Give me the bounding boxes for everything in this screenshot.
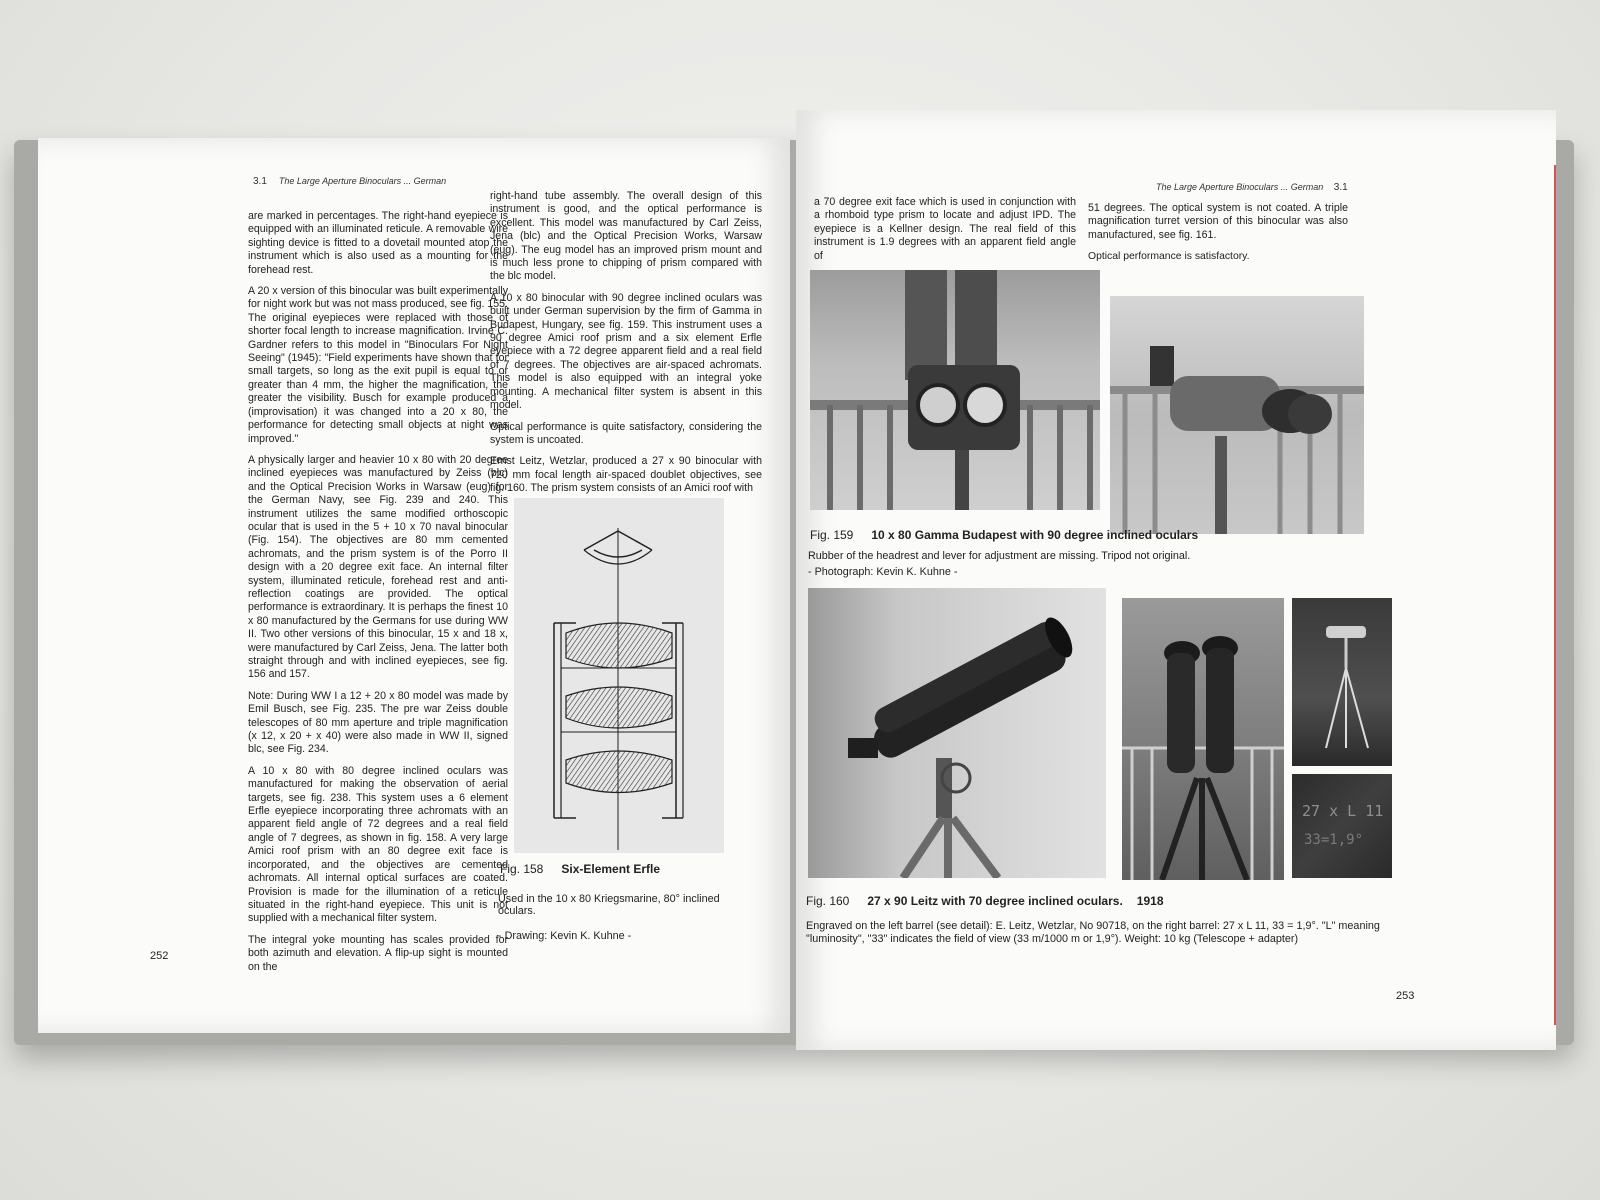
left-page [38,138,790,1033]
erfle-diagram-svg [514,498,724,853]
fig159-description: Rubber of the headrest and lever for adjustment are missing. Tripod not original. [808,550,1191,562]
right-text-column-2 [1088,202,1348,272]
binocular-side-image [1110,296,1364,534]
header-section-number: 3.1 [1333,182,1348,193]
fig158-credit: - Drawing: Kevin K. Kuhne - [498,930,632,942]
engraving-line-2: 33=1,9° [1304,832,1364,848]
paragraph: Optical performance is satisfactory. [1088,251,1250,263]
fig160-caption [806,894,1164,908]
paragraph: Note: During WW I a 12 + 20 x 80 model was made by Emil Busch, see Fig. 235. The pre war Zeiss double telescopes of 80 mm aperture and triple magnification (x 12, x 20 + x 40) were also made in WW II, signed blc, see Fig. 234. [248,689,508,756]
right-running-header [1156,182,1360,193]
paragraph: A 10 x 80 binocular with 90 degree inclined oculars was built under German supervision by the firm of Gamma in Budapest, Hungary, see fig. 159. This instrument uses a 90 degree Amici roof prism and a six element Erfle eyepiece with a 72 degree apparent field and a real field of 7 degrees. The objectives are air-spaced achromats. This model is also equipped with an integral yoke mounting. A mechanical filter system is absent in this model. [490,291,762,412]
header-title: The Large Aperture Binoculars ... German [1156,182,1324,192]
fig159-photo-front [810,270,1100,510]
right-page-number: 253 [1396,990,1415,1002]
paragraph: 51 degrees. The optical system is not coated. A triple magnification turret version of this binocular was also manufactured, see fig. 161. [1088,202,1348,241]
paragraph: A 20 x version of this binocular was built experimentally for night work but was not mass produced, see fig. 155. The original eyepieces were replaced with those of shorter focal length to increase magnification. Irvine C. Gardner refers to this model in "Binoculars For Night Seeing" (1945): "Field experiments have shown that for small targets, so long as the exit pupil is equal to or greater than 4 mm, the higher the magnification, the greater the visibility. Busch for example produced a (improvisation) it was changed into a 20 x 80, the performance for detecting small objects at night was improved." [248,285,508,445]
binocular-front-image [810,270,1100,510]
fig159-credit: - Photograph: Kevin K. Kuhne - [808,566,958,578]
figure-title: 27 x 90 Leitz with 70 degree inclined oculars. [867,894,1123,908]
fig160-engraving-detail [1292,774,1392,878]
fig159-photo-side [1110,296,1364,534]
figure-title: 10 x 80 Gamma Budapest with 90 degree inclined oculars [871,528,1199,542]
engraving-detail-image [1292,774,1392,878]
engraving-line-1: 27 x L 11 [1302,802,1384,820]
erfle-eyepiece-drawing [514,498,724,853]
left-running-header [253,176,446,187]
figure-title: Six-Element Erfle [561,862,661,876]
paragraph: Optical performance is quite satisfactory, considering the system is uncoated. [490,420,762,446]
page-edge-stripe [1554,165,1556,1025]
right-page [796,110,1556,1050]
paragraph: Ernst Leitz, Wetzlar, produced a 27 x 90 binocular with 720 mm focal length air-spaced doublet objectives, see fig. 160. The prism system consists of an Amici roof with [490,455,762,495]
fig158-description: Used in the 10 x 80 Kriegsmarine, 80° inclined oculars. [498,893,720,917]
left-text-column-2 [490,190,762,504]
right-text-column-1 [814,196,1076,271]
header-section-number: 3.1 [253,176,267,187]
figure-label: Fig. 160 [806,894,850,908]
figure-year: 1918 [1136,894,1164,908]
fig160-photo-main [808,588,1106,878]
leitz-front-image [1122,598,1284,880]
left-text-column-1 [248,210,508,982]
paragraph: The integral yoke mounting has scales provided for both azimuth and elevation. A flip-up sight is mounted on the [248,933,508,973]
paragraph: a 70 degree exit face which is used in conjunction with a rhomboid type prism to locate and adjust IPD. The eyepiece is a Kellner design. The real field of this instrument is 1.9 degrees with an apparent field angle of [814,196,1076,262]
fig159-caption [810,528,1198,542]
fig160-description: Engraved on the left barrel (see detail): E. Leitz, Wetzlar, No 90718, on the right barrel: 27 x L 11, 33 = 1,9°. "L" meaning "luminosity", "33" indicates the field of view (33 m/1000 m or 1,9°). Weight: 10 kg (Telescope + adapter) [806,920,1380,945]
figure-label: Fig. 159 [810,528,854,542]
fig160-photo-front [1122,598,1284,880]
leitz-binocular-image [808,588,1106,878]
paragraph: A 10 x 80 with 80 degree inclined oculars was manufactured for making the observation of aerial targets, see fig. 238. This system uses a 6 element Erfle eyepiece incorporating three achromats with an apparent field angle of 72 degrees and a real field angle of 7 degrees, as shown in fig. 158. A very large Amici roof prism with an 80 degree exit face is incorporated, and the objectives are cemented achromats. All internal optical surfaces are coated. Provision is made for the illumination of a reticule situated in the right-hand eyepiece. This unit is not supplied with a mechanical filter system. [248,764,508,925]
leitz-small-image [1292,598,1392,766]
paragraph: A physically larger and heavier 10 x 80 with 20 degree inclined eyepieces was manufactured by Zeiss (blc) and the Optical Precision Works in Warsaw (eug) for the German Navy, see Fig. 239 and 240. This instrument utilizes the same modified orthoscopic ocular that is used in the 5 + 10 x 70 naval binocular (Fig. 154). The objectives are 80 mm cemented achromats, and the prism system is of the Porro II design with a 20 degree exit face. An internal filter system, illuminated reticule, forehead rest and anti-reflection coatings are provided. The optical performance is extraordinary. It is perhaps the finest 10 x 80 manufactured by the Germans for use during WW II. Two other versions of this binocular, 15 x and 18 x, were manufactured by Carl Zeiss, Jena. The latter both straight through and with inclined eyepieces, see fig. 156 and 157. [248,453,508,681]
fig158-caption [500,862,660,876]
header-title: The Large Aperture Binoculars ... German [278,176,447,186]
paragraph: right-hand tube assembly. The overall design of this instrument is good, and the optical performance is excellent. This model was manufactured by Carl Zeiss, Jena (blc) and the Optical Precision Works, Warsaw (eug). The eug model has an improved prism mount and is much less prone to chipping of prism compared with the blc model. [490,190,762,283]
figure-label: Fig. 158 [500,862,544,876]
paragraph: are marked in percentages. The right-hand eyepiece is equipped with an illuminated reticule. A removable wire sighting device is fitted to a dovetail mounted atop the instrument which is also used as a mounting for the forehead rest. [248,210,508,276]
left-page-number: 252 [150,950,169,962]
fig160-photo-small [1292,598,1392,766]
